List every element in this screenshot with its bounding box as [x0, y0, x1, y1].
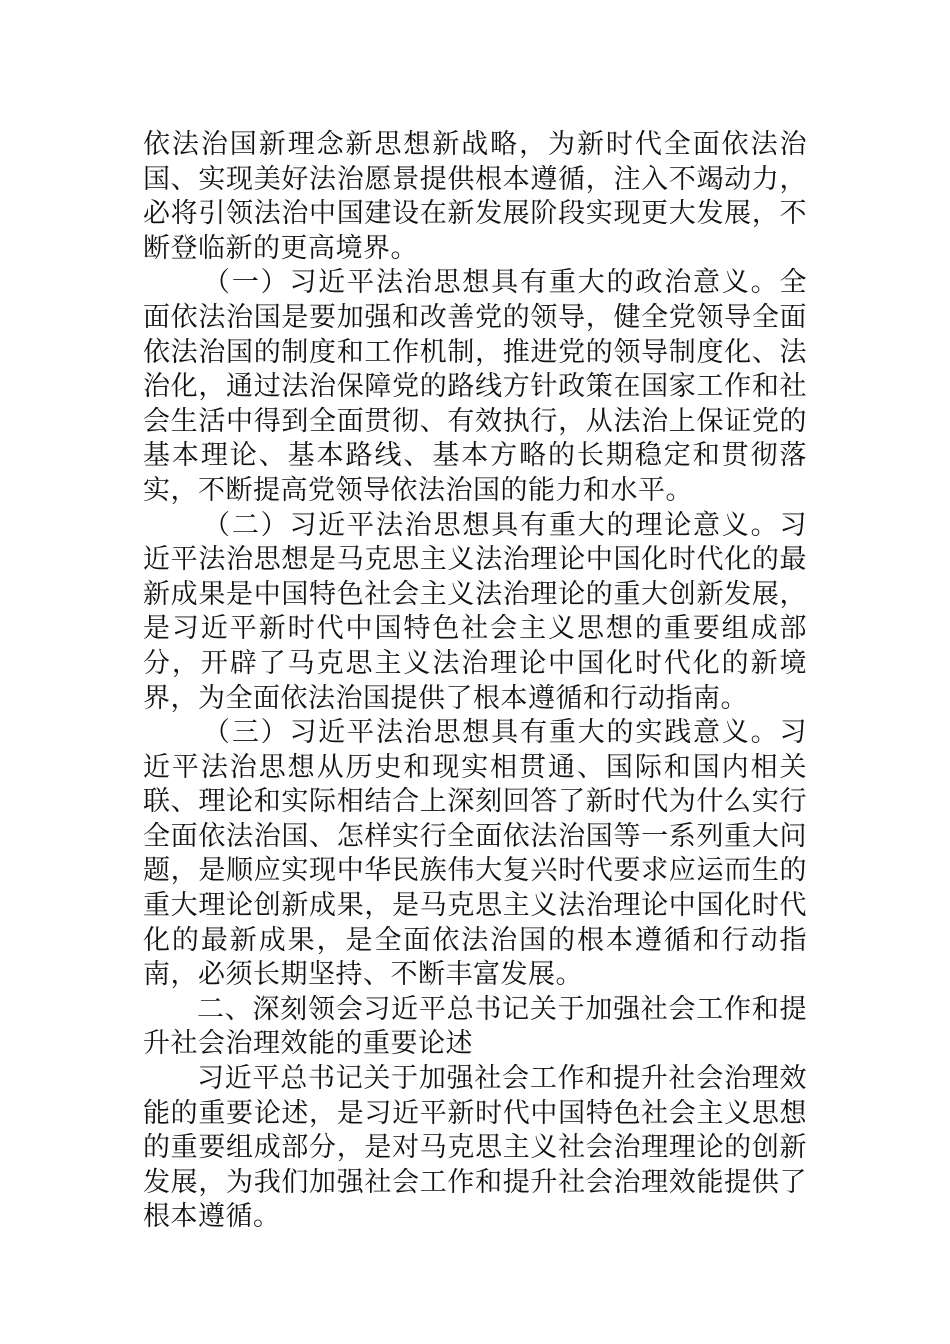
paragraph-social-governance: 习近平总书记关于加强社会工作和提升社会治理效能的重要论述，是习近平新时代中国特色社会主义思想的重要组成部分，是对马克思主义社会治理理论的创新发展，为我们加强社会工作和提升社会治理效能提供了根本遵循。 [143, 1063, 807, 1233]
section-heading: 二、深刻领会习近平总书记关于加强社会工作和提升社会治理效能的重要论述 [143, 993, 807, 1060]
document-body [143, 128, 807, 1235]
paragraph-political-significance: （一）习近平法治思想具有重大的政治意义。全面依法治国是要加强和改善党的领导，健全党领导全面依法治国的制度和工作机制，推进党的领导制度化、法治化，通过法治保障党的路线方针政策在国家工作和社会生活中得到全面贯彻、有效执行，从法治上保证党的基本理论、基本路线、基本方略的长期稳定和贯彻落实，不断提高党领导依法治国的能力和水平。 [143, 267, 807, 506]
paragraph-continuation: 依法治国新理念新思想新战略，为新时代全面依法治国、实现美好法治愿景提供根本遵循，注入不竭动力，必将引领法治中国建设在新发展阶段实现更大发展，不断登临新的更高境界。 [143, 129, 807, 264]
paragraph-theoretical-significance: （二）习近平法治思想具有重大的理论意义。习近平法治思想是马克思主义法治理论中国化时代化的最新成果是中国特色社会主义法治理论的重大创新发展，是习近平新时代中国特色社会主义思想的重要组成部分，开辟了马克思主义法治理论中国化时代化的新境界，为全面依法治国提供了根本遵循和行动指南。 [143, 509, 807, 714]
paragraph-practical-significance: （三）习近平法治思想具有重大的实践意义。习近平法治思想从历史和现实相贯通、国际和国内相关联、理论和实际相结合上深刻回答了新时代为什么实行全面依法治国、怎样实行全面依法治国等一系列重大问题，是顺应实现中华民族伟大复兴时代要求应运而生的重大理论创新成果，是马克思主义法治理论中国化时代化的最新成果，是全面依法治国的根本遵循和行动指南，必须长期坚持、不断丰富发展。 [143, 717, 807, 991]
